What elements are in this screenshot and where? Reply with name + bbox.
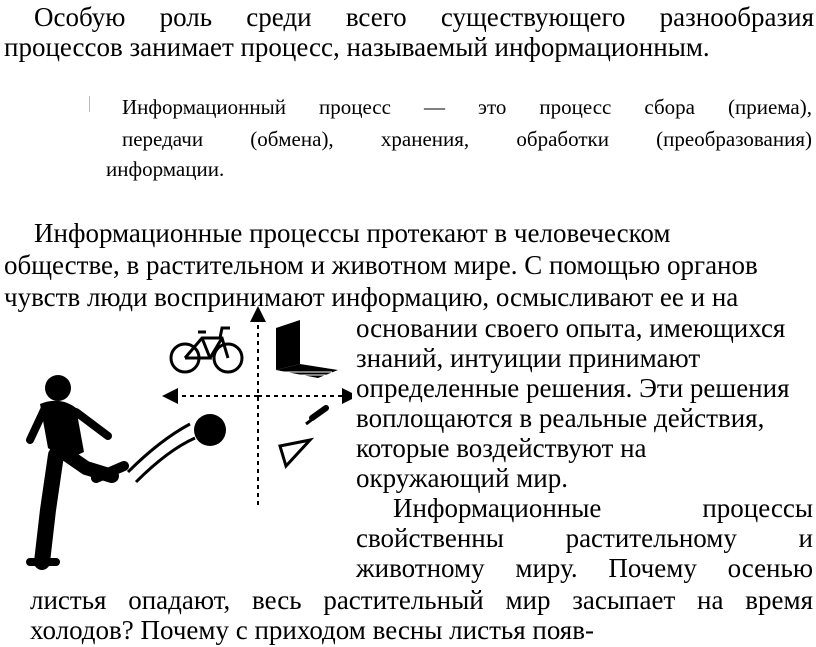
paragraph2-line2: обществе, в растительном и животном мире. С помощью органов bbox=[4, 250, 758, 280]
bicycle-icon bbox=[171, 328, 242, 372]
paragraph1-line2: процессов занимает процесс, называемый информационным. bbox=[4, 32, 710, 62]
paragraph3-line3: животному миру. Почему осенью bbox=[356, 553, 813, 583]
paragraph2-line7: воплощаются в реальные действия, bbox=[356, 403, 765, 433]
illustration bbox=[0, 300, 352, 590]
laptop-icon bbox=[276, 320, 338, 378]
definition-line3: информации. bbox=[106, 157, 225, 181]
definition-line2: передачи (обмена), хранения, обработки (преобразования) bbox=[122, 127, 812, 151]
definition-bar bbox=[89, 96, 90, 112]
paragraph3-line2: свойственны растительному и bbox=[356, 523, 813, 553]
paragraph2-line1: Информационные процессы протекают в человеческом bbox=[34, 218, 671, 248]
paragraph2-line5: знаний, интуиции принимают bbox=[356, 343, 701, 373]
paragraph3-line4: листья опадают, весь растительный мир засыпает на время bbox=[30, 585, 813, 615]
paragraph2-line3: чувств люди воспринимают информацию, осмысливают ее и на bbox=[4, 282, 739, 312]
paragraph2-line6: определенные решения. Эти решения bbox=[356, 373, 790, 403]
paragraph2-line9: окружающий мир. bbox=[356, 463, 568, 493]
motion-lines bbox=[128, 424, 195, 482]
paragraph2-line8: которые воздействуют на bbox=[356, 433, 647, 463]
definition-line1: Информационный процесс — это процесс сбора (приема), bbox=[122, 95, 812, 119]
trowel-icon bbox=[280, 408, 326, 466]
paragraph3-line5: холодов? Почему с приходом весны листья появ- bbox=[30, 615, 594, 645]
paragraph1-line1: Особую роль среди всего существующего разнообразия bbox=[34, 2, 814, 32]
paragraph3-line1: Информационные процессы bbox=[393, 493, 813, 523]
kicking-person-icon bbox=[30, 375, 124, 562]
paragraph2-line4: основании своего опыта, имеющихся bbox=[356, 313, 786, 343]
ball-icon bbox=[194, 414, 226, 446]
